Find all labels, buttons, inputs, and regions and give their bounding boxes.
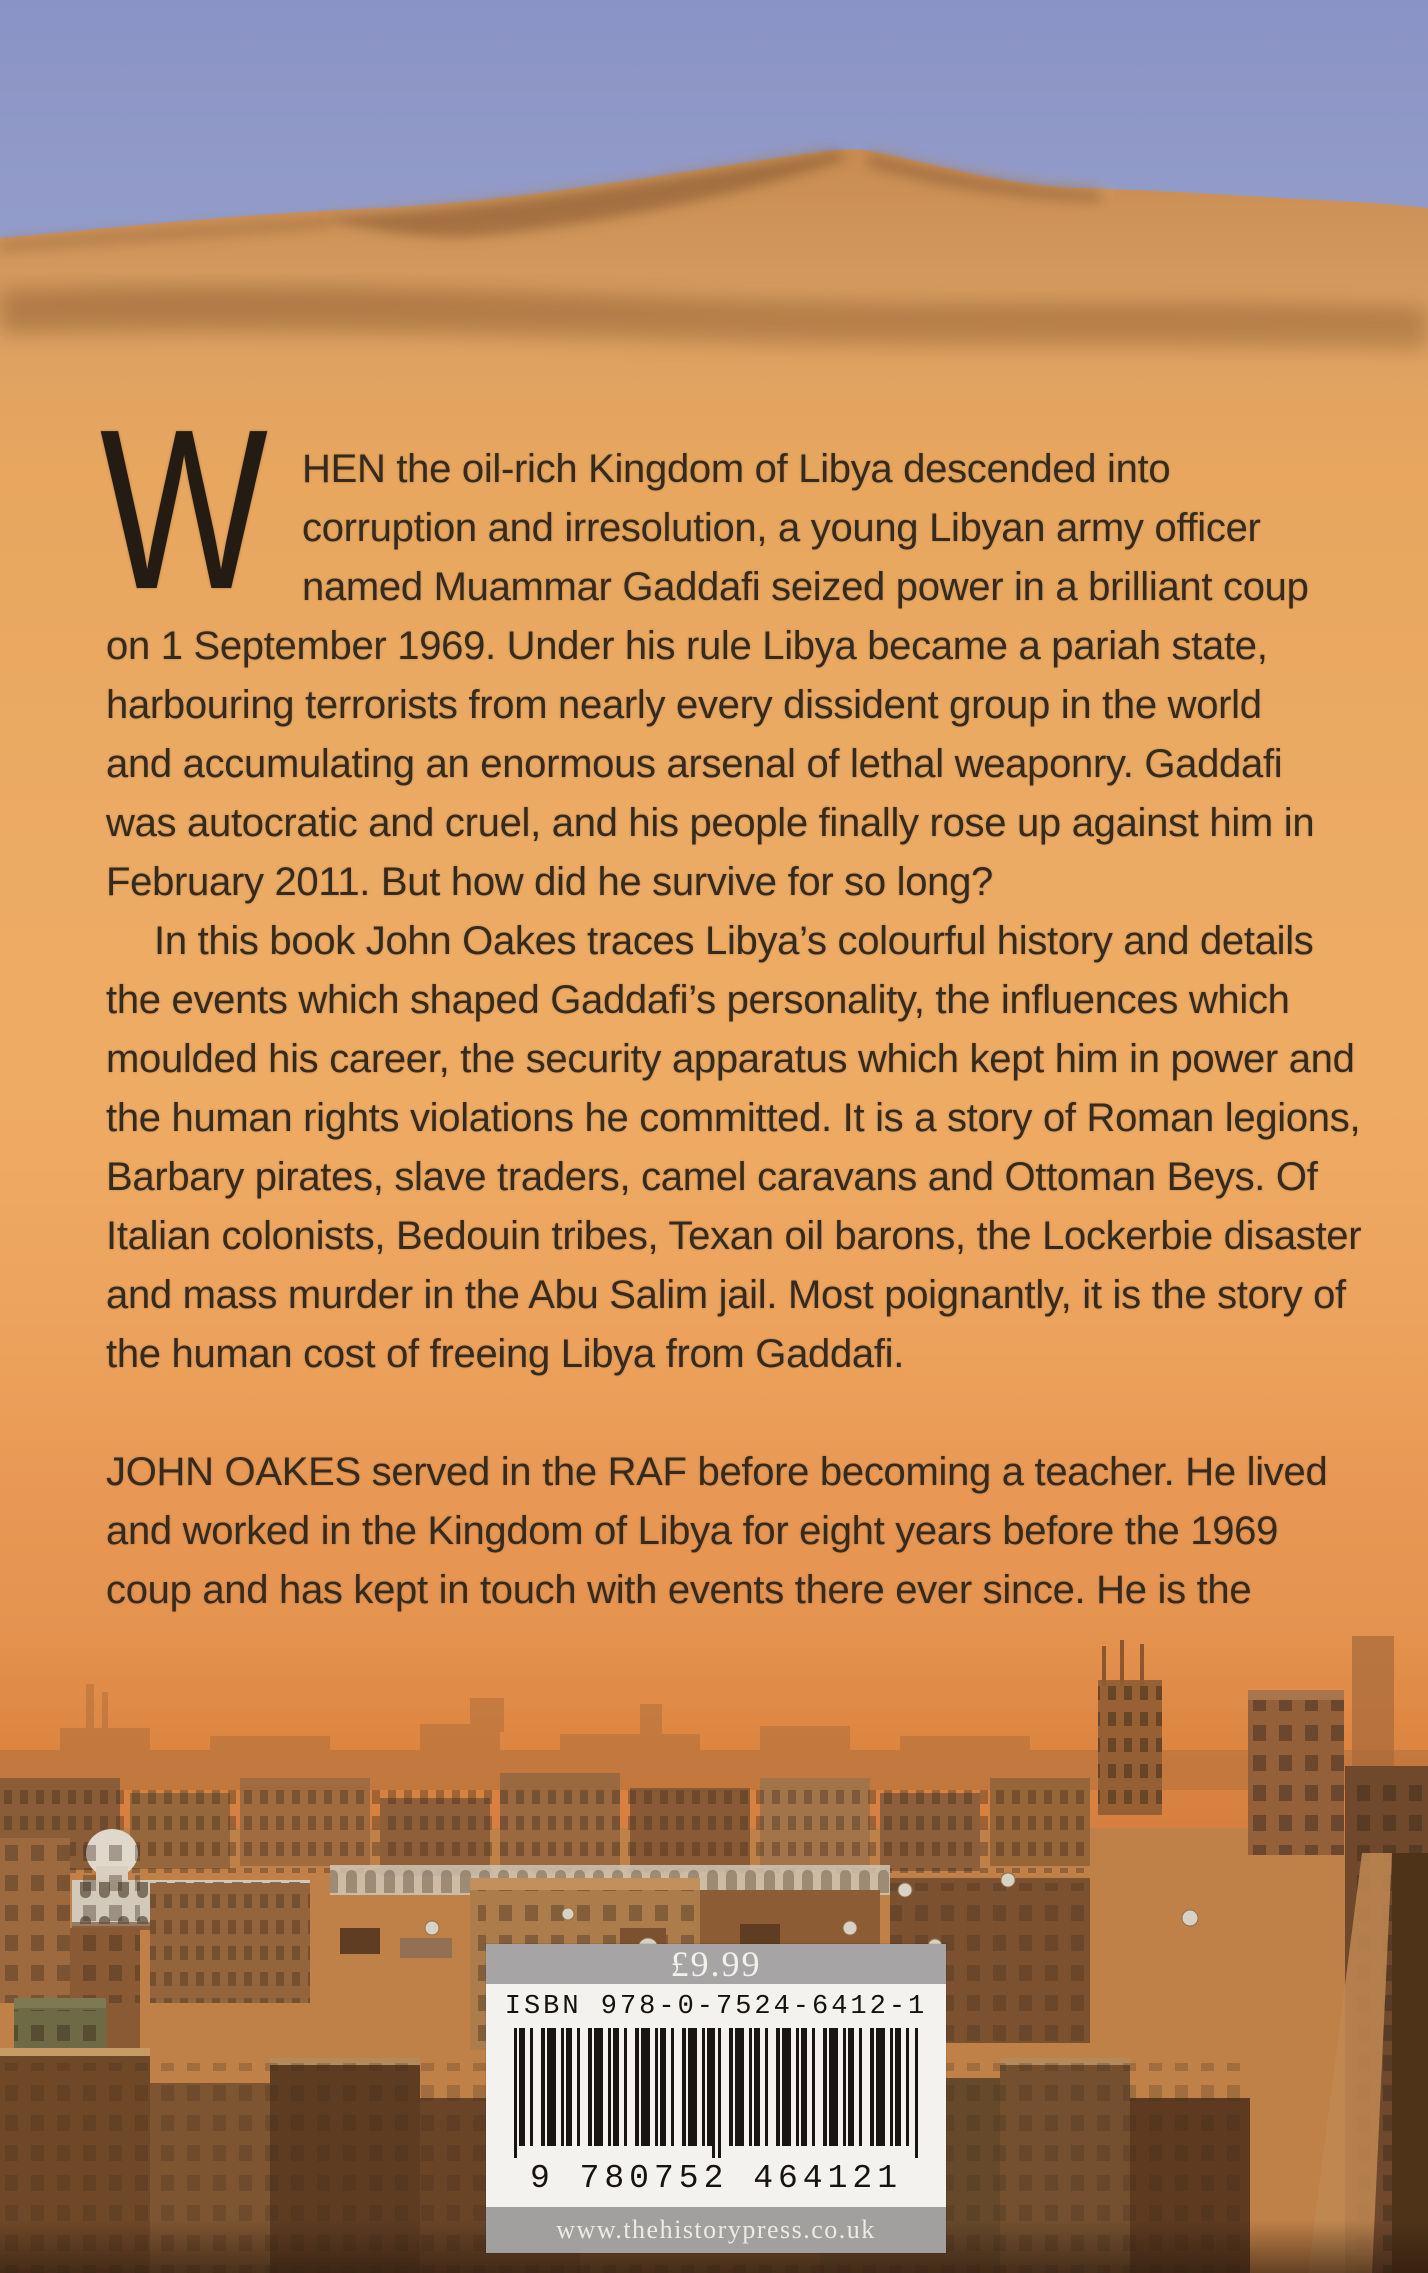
blurb-line: named Muammar Gaddafi seized power in a brilliant coup [302,565,1309,609]
blurb-line: the events which shaped Gaddafi’s personality, the influences which [106,978,1290,1022]
ean-digits: 9 780752 464121 [529,2160,903,2197]
blurb-line: and mass murder in the Abu Salim jail. Most poignantly, it is the story of [106,1273,1346,1317]
blurb-line: and accumulating an enormous arsenal of lethal weaponry. Gaddafi [106,742,1283,786]
bio-line: and worked in the Kingdom of Libya for eight years before the 1969 [106,1509,1279,1553]
blurb-text [106,440,1366,1679]
blurb-line: In this book John Oakes traces Libya’s colourful history and details [154,919,1314,963]
bio-line: coup and has kept in touch with events there ever since. He is the [106,1568,1252,1612]
barcode-panel [486,1984,946,2207]
barcode-bars [514,2028,918,2146]
barcode-guard [514,2028,517,2158]
barcode-guard [712,2028,715,2158]
blurb-line: HEN the oil-rich Kingdom of Libya descended into [302,447,1171,491]
barcode-block [486,1944,946,2253]
barcode-guard [718,2028,721,2158]
blurb-line: the human rights violations he committed. It is a story of Roman legions, [106,1096,1361,1140]
barcode-guard [915,2028,918,2158]
barcode [514,2028,918,2160]
blurb-line: February 2011. But how did he survive for so long? [106,860,993,904]
publisher-url: www.thehistorypress.co.uk [556,2215,876,2244]
blurb-line: on 1 September 1969. Under his rule Libya became a pariah state, [106,624,1268,668]
bio-line: JOHN OAKES served in the RAF before becoming a teacher. He lived [106,1450,1328,1494]
blurb-line: Barbary pirates, slave traders, camel caravans and Ottoman Beys. Of [106,1155,1318,1199]
blurb-line: corruption and irresolution, a young Libyan army officer [302,506,1261,550]
blurb-line: harbouring terrorists from nearly every dissident group in the world [106,683,1262,727]
price-band [486,1944,946,1984]
isbn-label: ISBN 978-0-7524-6412-1 [504,1992,928,2022]
price-label: £9.99 [670,1944,762,1984]
drop-cap: W [100,383,268,637]
blurb-line: Italian colonists, Bedouin tribes, Texan oil barons, the Lockerbie disaster [106,1214,1362,1258]
blurb-line: was autocratic and cruel, and his people finally rose up against him in [106,801,1315,845]
blurb-line: the human cost of freeing Libya from Gaddafi. [106,1332,905,1376]
publisher-url-band [486,2207,946,2253]
blurb-line: moulded his career, the security apparatus which kept him in power and [106,1037,1355,1081]
